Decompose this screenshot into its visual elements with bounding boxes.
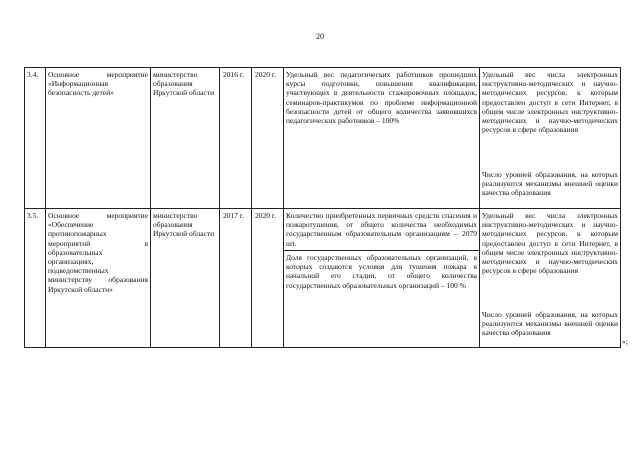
target-indicator-text: Удельный вес числа электронных инструктивно-методических и научно-методических ресурсов, к которым предоставлен доступ в сети Интернет, в общем числе электронных инструктивно-методических и научно-методических ресурсов в сфере образования [482,211,618,276]
executor: министерство образования Иркутской области [153,70,215,98]
end-year: 2020 г. [255,211,276,220]
table-right-border [620,67,621,348]
start-year: 2016 г. [223,70,244,79]
row-number: 3.5. [27,211,39,220]
col-divider-executor [219,67,220,348]
end-year: 2020 г. [255,70,276,79]
indicator-divider [283,250,479,251]
indicator-text: Количество приобретенных первичных средств спасения и пожаротушения, от общего количества необходимых государственным образовательным организациям – 2079 шт. [286,211,477,248]
table-bottom-border [24,347,620,348]
target-indicator-text: Удельный вес числа электронных инструктивно-методических и научно-методических ресурсов, к которым предоставлен доступ в сети Интернет, в общем числе электронных инструктивно-методических и научно-методических ресурсов в сфере образования [482,70,618,135]
page-number: 20 [316,32,324,41]
event-name: Основное мероприятие «Обеспечение противопожарных мероприятий в образовательных организациях, подведомственных министерству образования Иркутской области» [48,211,148,294]
col-divider-indicators [479,67,480,348]
row-number: 3.4. [27,70,39,79]
closing-quote-mark: »; [622,337,628,346]
col-divider-start [251,67,252,348]
indicator-text: Доля государственных образовательных организаций, в которых создаются условия для тушения пожара в начальной его стадии, от общего количества государственных образовательных организаций – 100 % [286,253,477,290]
executor: министерство образования Иркутской области [153,211,215,239]
row-divider [24,208,620,209]
target-indicator-text: Число уровней образования, на которых реализуются механизмы внешней оценки качества образования [482,170,618,198]
target-indicator-text: Число уровней образования, на которых реализуются механизмы внешней оценки качества образования [482,310,618,338]
col-divider-event [150,67,151,348]
indicator-text: Удельный вес педагогических работников прошедших курсы подготовки, повышения квалификации, участвующих в деятельности стажировочных площадок, семинаров-практикумов по проблеме информационной безопасности детей от общего количества заявившихся педагогических работников – 100% [286,70,477,126]
table-top-border [24,67,620,68]
table-left-border [24,67,25,348]
col-divider-num [45,67,46,348]
col-divider-end [283,67,284,348]
event-name: Основное мероприятие «Информационная безопасность детей» [48,70,148,98]
start-year: 2017 г. [223,211,244,220]
